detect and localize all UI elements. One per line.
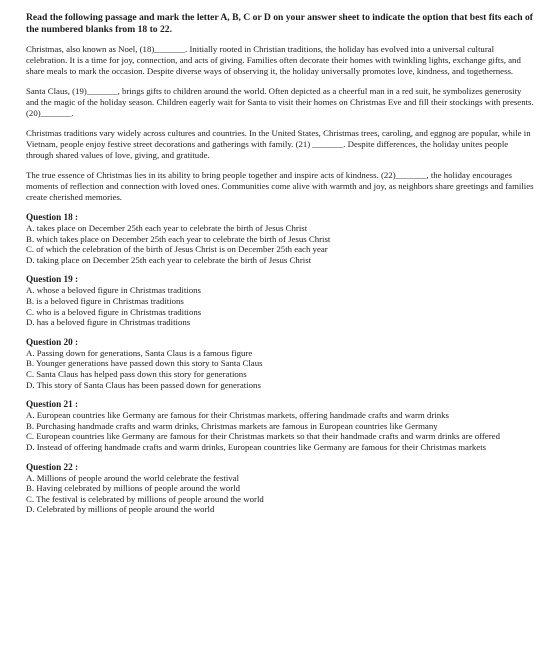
option-d: D. Celebrated by millions of people around the world: [26, 504, 215, 515]
question-title: Question 21 :: [26, 399, 79, 410]
question-19: [26, 274, 534, 327]
option-d: D. taking place on December 25th each year to celebrate the birth of Jesus Christ: [26, 254, 312, 265]
question-22: [26, 462, 534, 515]
question-20: [26, 337, 534, 390]
option-a: A. takes place on December 25th each year to celebrate the birth of Jesus Christ: [26, 223, 308, 233]
passage-paragraph-2: Santa Claus, (19)_______, brings gifts to children around the world. Often depicted as a cheerful man in a red suit, he symbolizes generosity and the magic of the holiday season. Children eagerly wait for Santa to visit their homes on Christmas Eve and fill their stockings with presents. (20)_______.: [26, 86, 534, 118]
passage-paragraph-1: Christmas, also known as Noel, (18)_______. Initially rooted in Christian traditions, the holiday has evolved into a universal cultural celebration. It is a time for joy, connection, and acts of giving. Families often decorate their homes with twinkling lights, exchange gifts, and share meals to mark the occasion. Despite diverse ways of observing it, the holiday universally promotes love, kindness, and togetherness.: [26, 44, 521, 76]
option-c: C. of which the celebration of the birth of Jesus Christ is on December 25th each year: [26, 244, 328, 255]
option-a: A. whose a beloved figure in Christmas traditions: [26, 285, 201, 296]
option-b: B. is a beloved figure in Christmas traditions: [26, 295, 184, 306]
option-c: C. Santa Claus has helped pass down this story for generations: [26, 368, 247, 379]
option-a: A. Passing down for generations, Santa Claus is a famous figure: [26, 347, 253, 358]
option-b: B. Having celebrated by millions of people around the world: [26, 483, 241, 494]
option-b: B. Younger generations have passed down this story to Santa Claus: [26, 358, 263, 369]
option-b: B. Purchasing handmade crafts and warm drinks, Christmas markets are famous in European countries like Germany: [26, 420, 438, 431]
option-c: C. The festival is celebrated by millions of people around the world: [26, 493, 264, 504]
question-title: Question 22 :: [26, 461, 79, 472]
option-d: D. Instead of offering handmade crafts and warm drinks, European countries like Germany are famous for their Christmas markets: [26, 441, 487, 452]
question-18: [26, 212, 534, 265]
option-a: A. European countries like Germany are famous for their Christmas markets, offering handmade crafts and warm drinks: [26, 410, 449, 421]
question-title: Question 19 :: [26, 274, 79, 285]
option-d: D. has a beloved figure in Christmas traditions: [26, 317, 191, 328]
question-title: Question 18 :: [26, 212, 79, 222]
option-a: A. Millions of people around the world celebrate the festival: [26, 472, 240, 483]
passage-paragraph-3: Christmas traditions vary widely across cultures and countries. In the United States, Christmas trees, caroling, and eggnog are popular, while in Vietnam, people enjoy festive street decorations and gatherings with family. (21) _______. Despite differences, the holiday unites people through shared values of love, giving, and gratitude.: [26, 128, 531, 160]
question-title: Question 20 :: [26, 336, 79, 347]
passage-paragraph-4: The true essence of Christmas lies in its ability to bring people together and inspire acts of kindness. (22)_______, the holiday encourages moments of reflection and connection with loved ones. Communities come alive with warmth and joy, as neighbors share greetings and families create cherished memories.: [26, 170, 534, 202]
instruction-text: Read the following passage and mark the letter A, B, C or D on your answer sheet to indicate the option that best fits each of the numbered blanks from 18 to 22.: [26, 12, 533, 35]
option-d: D. This story of Santa Claus has been passed down for generations: [26, 379, 261, 390]
option-c: C. who is a beloved figure in Christmas traditions: [26, 306, 202, 317]
option-b: B. which takes place on December 25th each year to celebrate the birth of Jesus Christ: [26, 233, 331, 244]
option-c: C. European countries like Germany are famous for their Christmas markets so that their handmade crafts and warm drinks are offered: [26, 431, 500, 442]
question-21: [26, 399, 534, 452]
